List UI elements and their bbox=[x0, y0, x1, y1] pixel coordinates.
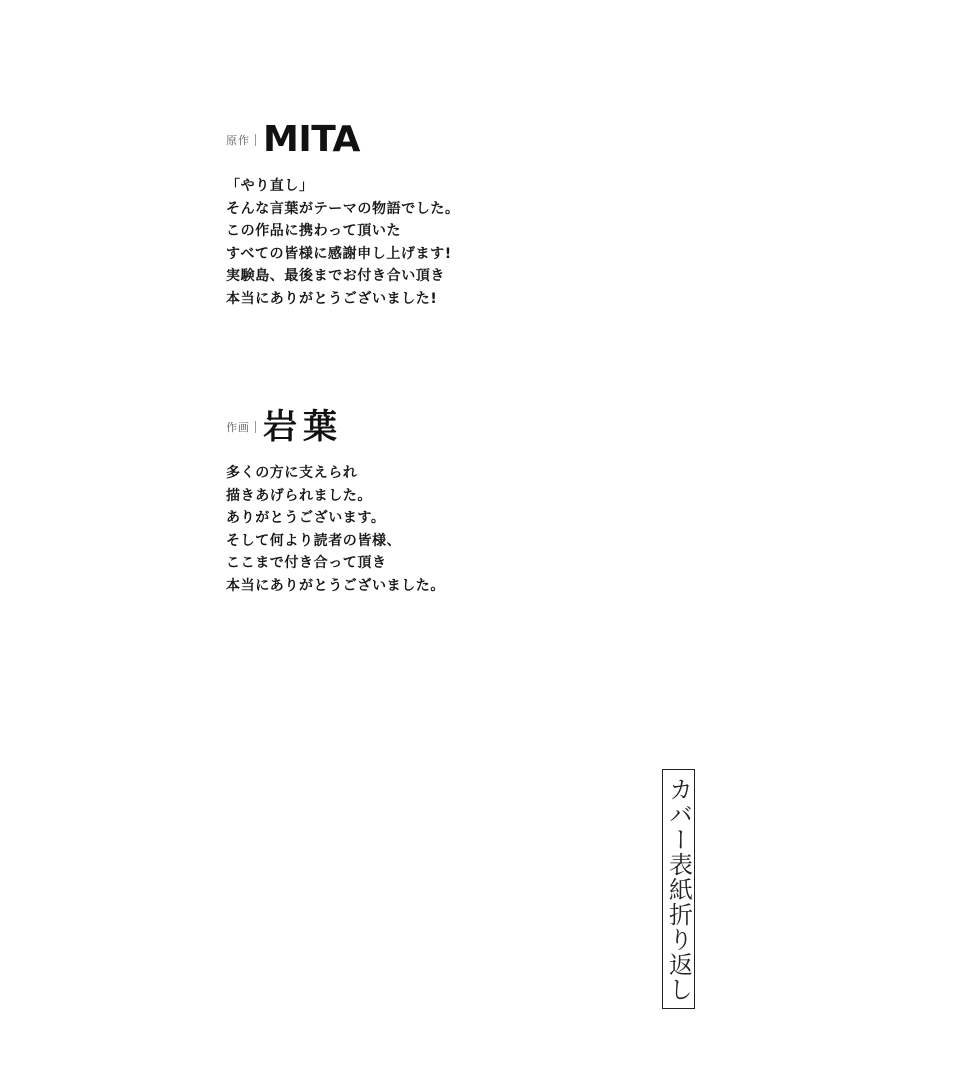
art-credit-header bbox=[226, 405, 546, 449]
message-line: 描きあげられました。 bbox=[226, 487, 372, 504]
original-credit-header bbox=[226, 118, 546, 162]
message-line: 本当にありがとうございました。 bbox=[226, 577, 445, 594]
message-line: この作品に携わって頂いた bbox=[226, 223, 402, 240]
original-author-name: MITA bbox=[263, 119, 360, 160]
message-line: 実験島、最後までお付き合い頂き bbox=[226, 268, 445, 285]
art-credit-block bbox=[226, 405, 546, 598]
cover-flap-label-box bbox=[662, 769, 695, 1009]
role-divider bbox=[255, 134, 256, 146]
original-author-message bbox=[226, 175, 546, 311]
role-divider bbox=[255, 421, 256, 433]
message-line: そんな言葉がテーマの物語でした。 bbox=[226, 200, 460, 217]
artist-name: 岩葉 bbox=[263, 407, 343, 447]
message-line: そして何より読者の皆様、 bbox=[226, 532, 402, 549]
original-credit-block bbox=[226, 118, 546, 311]
message-line: 本当にありがとうございました! bbox=[226, 290, 438, 307]
art-role-label: 作画 bbox=[226, 420, 250, 434]
message-line: すべての皆様に感謝申し上げます! bbox=[226, 245, 452, 262]
message-line: 「やり直し」 bbox=[226, 178, 314, 194]
original-role-label: 原作 bbox=[226, 133, 250, 147]
message-line: ありがとうございます。 bbox=[226, 510, 386, 527]
message-line: 多くの方に支えられ bbox=[226, 465, 358, 481]
cover-flap-label: カバー表紙折り返し bbox=[664, 776, 693, 1002]
message-line: ここまで付き合って頂き bbox=[226, 555, 387, 572]
artist-message bbox=[226, 462, 546, 598]
